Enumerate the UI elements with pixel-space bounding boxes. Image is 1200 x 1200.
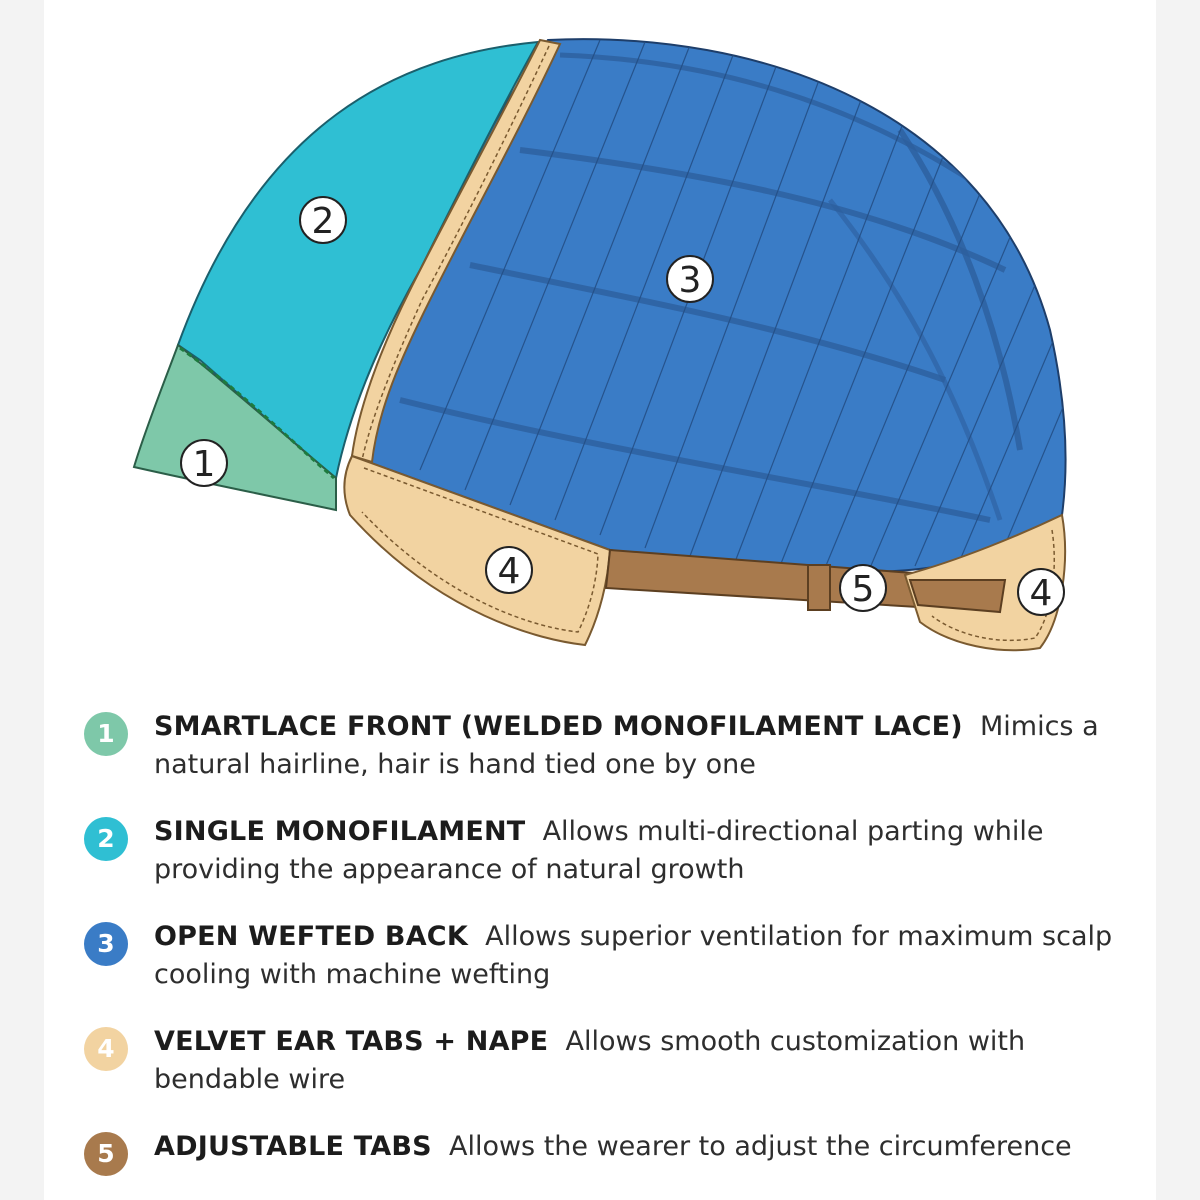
marker-2-label: 2: [311, 201, 335, 242]
legend-term: OPEN WEFTED BACK: [154, 921, 468, 952]
marker-4-front: [486, 547, 532, 593]
legend-term: VELVET EAR TABS + NAPE: [154, 1026, 549, 1057]
legend-description: Mimics a natural hairline, hair is hand tied one by one: [154, 711, 1099, 780]
legend-item-smartlace: [84, 708, 1144, 784]
legend-badge-5: 5: [84, 1132, 128, 1176]
marker-1: [181, 440, 227, 486]
marker-5: [840, 565, 886, 611]
legend-badge-3: 3: [84, 922, 128, 966]
legend-term: ADJUSTABLE TABS: [154, 1131, 432, 1162]
legend-item-single-mono: [84, 813, 1144, 889]
legend-item-wefted-back: [84, 918, 1144, 994]
legend-badge-4: 4: [84, 1027, 128, 1071]
marker-3: [667, 256, 713, 302]
marker-4-back-label: 4: [1029, 573, 1053, 614]
legend-term: SMARTLACE FRONT (WELDED MONOFILAMENT LACE): [154, 711, 963, 742]
marker-3-label: 3: [678, 260, 702, 301]
marker-1-label: 1: [192, 444, 216, 485]
legend-description: Allows superior ventilation for maximum scalp cooling with machine wefting: [154, 921, 1113, 990]
legend-description: Allows smooth customization with bendable wire: [154, 1026, 1026, 1095]
legend-badge-1: 1: [84, 712, 128, 756]
legend-term: SINGLE MONOFILAMENT: [154, 816, 526, 847]
strap-buckle: [808, 565, 830, 610]
marker-2: [300, 197, 346, 243]
legend: [84, 708, 1144, 1166]
marker-5-label: 5: [851, 569, 875, 610]
legend-item-adjustable-tabs: [84, 1128, 1144, 1166]
legend-description: Allows multi-directional parting while providing the appearance of natural growth: [154, 816, 1044, 885]
legend-description: Allows the wearer to adjust the circumference: [448, 1131, 1072, 1162]
legend-item-ear-tabs: [84, 1023, 1144, 1099]
marker-4-back: [1018, 569, 1064, 615]
legend-badge-2: 2: [84, 817, 128, 861]
marker-4-front-label: 4: [497, 551, 521, 592]
